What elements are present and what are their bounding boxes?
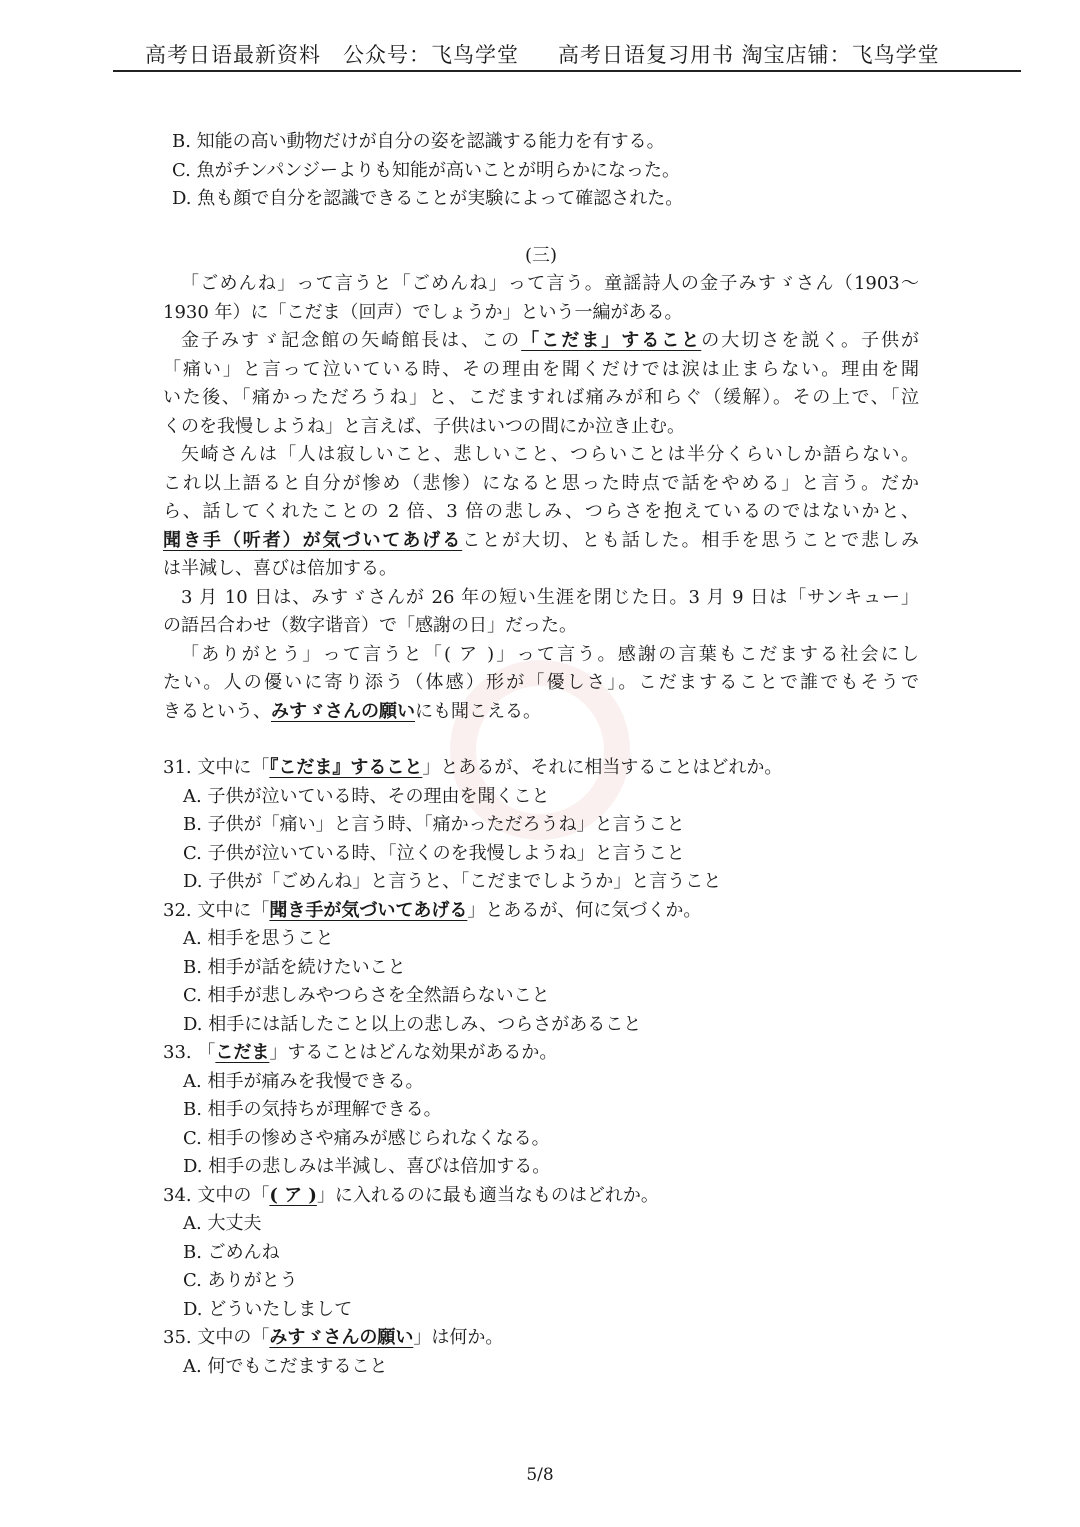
option-a: A. 相手を思うこと — [183, 928, 334, 949]
question-31 — [163, 754, 919, 897]
passage-line: 「痛い」と言って泣いている時、その理由を聞くだけでは涙は止まらない。理由を聞 — [163, 358, 919, 380]
question-stem: 31. 文中に「『こだま』すること」とあるが、それに相当することはどれか。 — [163, 757, 783, 778]
passage-line: は半減し、喜びは倍加する。 — [163, 558, 397, 579]
option-d: D. どういたしまして — [183, 1298, 353, 1320]
question-stem: 33. 「こだま」することはどんな効果があるか。 — [163, 1042, 558, 1063]
underlined-phrase-wish: みすゞさんの願い — [271, 700, 415, 722]
header-left-text: 高考日语最新资料 公众号：飞鸟学堂 — [145, 43, 519, 67]
question-stem: 34. 文中の「( ア )」に入れるのに最も適当なものはどれか。 — [163, 1184, 659, 1206]
option-d: D. 相手の悲しみは半減し、喜びは倍加する。 — [183, 1156, 551, 1177]
page-header — [113, 30, 1021, 72]
prev-option-c: C. 魚がチンパンジーよりも知能が高いことが明らかになった。 — [172, 159, 680, 181]
option-b: B. 相手の気持ちが理解できる。 — [183, 1099, 442, 1120]
option-a: A. 子供が泣いている時、その理由を聞くこと — [183, 785, 550, 807]
option-a: A. 相手が痛みを我慢できる。 — [183, 1070, 424, 1092]
prev-option-d: D. 魚も顔で自分を認識できることが実験によって確認された。 — [172, 188, 684, 209]
passage-line: 「ありがとう」って言うと「( ア )」って言う。感謝の言葉もこだまする社会にし — [181, 643, 919, 665]
passage-line: たい。人の優いに寄り添う（体感）形が「優しさ」。こだますることで誰でもそうで — [163, 672, 919, 693]
option-c: C. 相手の惨めさや痛みが感じられなくなる。 — [183, 1127, 550, 1149]
passage-line: 矢崎さんは「人は寂しいこと、悲しいこと、つらいことは半分くらいしか語らない。 — [181, 444, 919, 465]
document-body — [163, 128, 919, 1381]
option-c: C. 相手が悲しみやつらさを全然語らないこと — [183, 985, 550, 1006]
option-d: D. 相手には話したこと以上の悲しみ、つらさがあること — [183, 1013, 642, 1035]
header-right-text: 高考日语复习用书 淘宝店铺：飞鸟学堂 — [558, 43, 940, 67]
passage-line: 1930 年）に「こだま（回声）でしょうか」という一編がある。 — [163, 301, 683, 323]
option-d: D. 子供が「ごめんね」と言うと、「こだまでしようか」と言うこと — [183, 871, 722, 892]
option-a: A. 何でもこだますること — [183, 1355, 388, 1377]
reading-passage — [163, 270, 919, 726]
question-35 — [163, 1324, 919, 1381]
passage-line: 3 月 10 日は、みすゞさんが 26 年の短い生涯を閉じた日。3 月 9 日は「サンキュー」 — [181, 586, 919, 608]
passage-line: きるという、みすゞさんの願いにも聞こえる。 — [163, 700, 541, 722]
question-33 — [163, 1039, 919, 1182]
passage-line: の語呂合わせ（数字谐音）で「感謝の日」だった。 — [163, 615, 577, 636]
option-c: C. ありがとう — [183, 1270, 298, 1291]
option-b: B. 相手が話を続けたいこと — [183, 956, 406, 978]
passage-line: 「ごめんね」って言うと「ごめんね」って言う。童謡詩人の金子みすゞさん（1903〜 — [181, 273, 919, 294]
passage-line: 金子みすゞ記念館の矢崎館長は、この「こだま」することの大切さを説く。子供が — [181, 330, 920, 351]
prev-option-b: B. 知能の高い動物だけが自分の姿を認識する能力を有する。 — [172, 131, 665, 152]
question-34 — [163, 1182, 919, 1325]
passage-line: これ以上語ると自分が惨め（悲惨）になると思った時点で話をやめる」と言う。だか — [163, 472, 919, 494]
page-number: 5/8 — [526, 1465, 554, 1485]
passage-line: いた後、「痛かっただろうね」と、こだますれば痛みが和らぐ（缓解）。その上で、「泣 — [163, 387, 919, 408]
passage-line: くのを我慢しようね」と言えば、子供はいつの間にか泣き止む。 — [163, 415, 685, 437]
option-b: B. 子供が「痛い」と言う時、「痛かっただろうね」と言うこと — [183, 814, 685, 835]
passage-line: 聞き手（听者）が気づいてあげることが大切、とも話した。相手を思うことで悲しみ — [163, 529, 919, 551]
underlined-phrase-listener: 聞き手（听者）が気づいてあげる — [163, 529, 463, 551]
question-32 — [163, 897, 919, 1040]
question-stem: 32. 文中に「聞き手が気づいてあげる」とあるが、何に気づくか。 — [163, 899, 702, 921]
option-a: A. 大丈夫 — [183, 1213, 262, 1234]
passage-line: ら、話してくれたことの 2 倍、3 倍の悲しみ、つらさを抱えているのではないかと、 — [163, 501, 919, 522]
section-title: (三) — [524, 244, 558, 266]
underlined-phrase-kodama: 「こだま」すること — [521, 330, 702, 351]
option-b: B. ごめんね — [183, 1241, 280, 1263]
question-stem: 35. 文中の「みすゞさんの願い」は何か。 — [163, 1327, 504, 1348]
option-c: C. 子供が泣いている時、「泣くのを我慢しようね」と言うこと — [183, 842, 685, 864]
